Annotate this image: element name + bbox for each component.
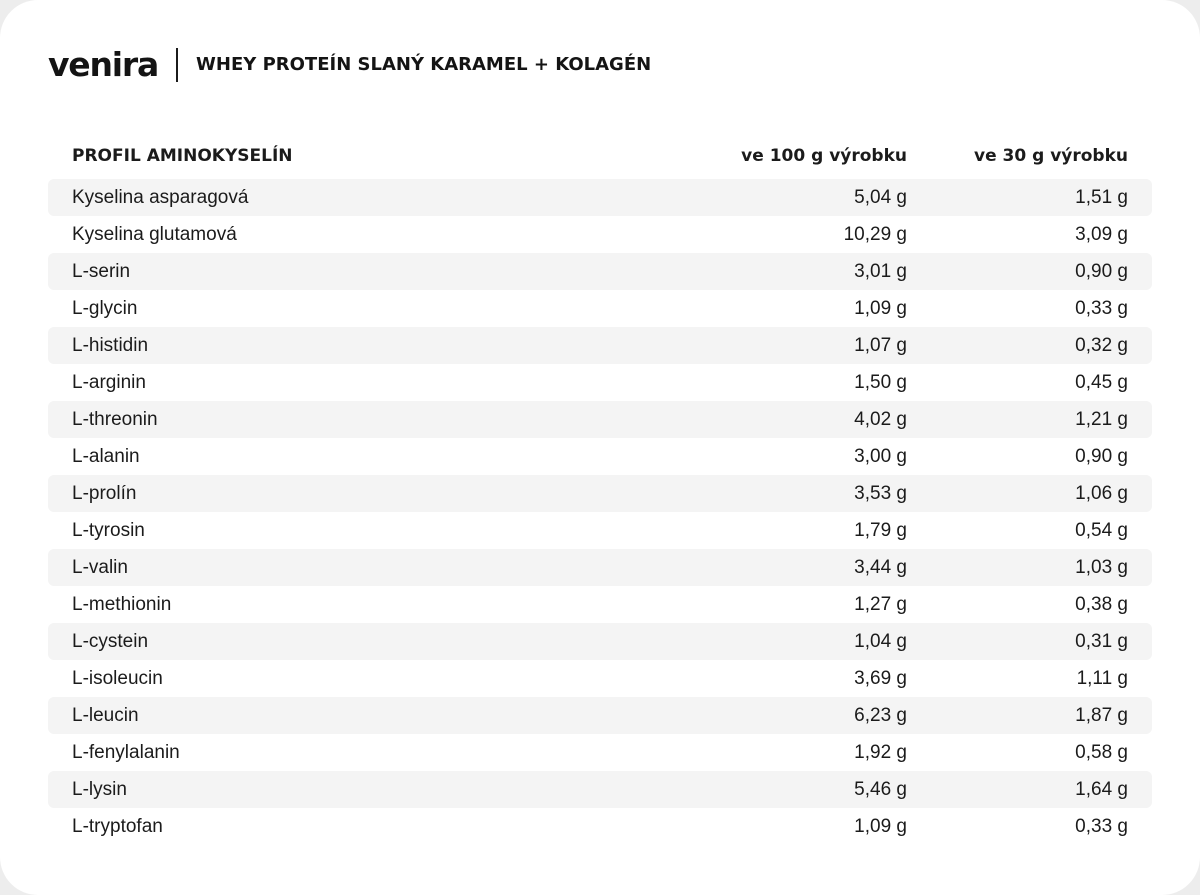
value-per-30g: 1,51 g: [1075, 186, 1128, 208]
amino-acid-name: L-tryptofan: [72, 815, 163, 837]
value-per-100g: 1,09 g: [854, 297, 907, 319]
value-per-30g: 0,31 g: [1075, 630, 1128, 652]
value-per-100g: 1,92 g: [854, 741, 907, 763]
value-per-30g: 0,32 g: [1075, 334, 1128, 356]
table-body: [48, 179, 1152, 845]
value-per-30g: 0,90 g: [1075, 445, 1128, 467]
table-row: [48, 475, 1152, 512]
header-per-30g: ve 30 g výrobku: [974, 146, 1128, 166]
table-row: [48, 179, 1152, 216]
value-per-100g: 5,04 g: [854, 186, 907, 208]
value-per-100g: 4,02 g: [854, 408, 907, 430]
table-row: [48, 771, 1152, 808]
table-row: [48, 401, 1152, 438]
value-per-30g: 1,11 g: [1076, 667, 1128, 689]
table-row: [48, 586, 1152, 623]
amino-acid-name: L-leucin: [72, 704, 139, 726]
amino-acid-name: L-threonin: [72, 408, 158, 430]
value-per-30g: 1,64 g: [1075, 778, 1128, 800]
value-per-30g: 0,90 g: [1075, 260, 1128, 282]
card-header: [48, 46, 651, 84]
table-row: [48, 808, 1152, 845]
value-per-100g: 5,46 g: [854, 778, 907, 800]
amino-acid-name: L-cystein: [72, 630, 149, 652]
amino-acid-name: L-isoleucin: [72, 667, 163, 689]
amino-acid-name: L-lysin: [72, 778, 127, 800]
amino-acid-name: L-tyrosin: [72, 519, 145, 541]
product-title: WHEY PROTEÍN SLANÝ KARAMEL + KOLAGÉN: [196, 54, 652, 75]
value-per-30g: 3,09 g: [1075, 223, 1128, 245]
value-per-100g: 10,29 g: [843, 223, 907, 245]
table-row: [48, 438, 1152, 475]
value-per-30g: 1,06 g: [1075, 482, 1128, 504]
amino-acid-name: L-histidin: [72, 334, 149, 356]
value-per-30g: 0,54 g: [1075, 519, 1128, 541]
amino-acid-name: L-fenylalanin: [72, 741, 180, 763]
amino-acid-name: L-serin: [72, 260, 131, 282]
value-per-30g: 0,33 g: [1075, 297, 1128, 319]
table-row: [48, 623, 1152, 660]
amino-acid-name: L-glycin: [72, 297, 138, 319]
header-profile: PROFIL AMINOKYSELÍN: [72, 146, 293, 166]
table-row: [48, 549, 1152, 586]
amino-acid-name: L-arginin: [72, 371, 146, 393]
header-per-100g: ve 100 g výrobku: [741, 146, 907, 166]
value-per-100g: 1,27 g: [854, 593, 907, 615]
value-per-100g: 1,79 g: [854, 519, 907, 541]
amino-acid-name: L-valin: [72, 556, 128, 578]
value-per-100g: 1,04 g: [854, 630, 907, 652]
value-per-30g: 0,33 g: [1075, 815, 1128, 837]
value-per-100g: 3,00 g: [854, 445, 907, 467]
amino-acid-name: L-prolín: [72, 482, 137, 504]
table-row: [48, 253, 1152, 290]
table-header-row: [48, 138, 1152, 174]
amino-acid-name: Kyselina asparagová: [72, 186, 249, 208]
table-row: [48, 327, 1152, 364]
amino-acid-name: L-alanin: [72, 445, 140, 467]
brand-logo: venira: [48, 45, 159, 84]
amino-acid-name: L-methionin: [72, 593, 172, 615]
table-row: [48, 216, 1152, 253]
value-per-100g: 3,53 g: [854, 482, 907, 504]
table-row: [48, 290, 1152, 327]
table-row: [48, 697, 1152, 734]
value-per-30g: 0,38 g: [1075, 593, 1128, 615]
value-per-30g: 1,03 g: [1075, 556, 1128, 578]
value-per-100g: 3,01 g: [854, 260, 907, 282]
table-row: [48, 734, 1152, 771]
amino-acid-table: [48, 138, 1152, 845]
value-per-100g: 3,44 g: [854, 556, 907, 578]
value-per-100g: 1,50 g: [854, 371, 907, 393]
table-row: [48, 512, 1152, 549]
value-per-30g: 1,21 g: [1075, 408, 1128, 430]
value-per-100g: 1,07 g: [854, 334, 907, 356]
header-divider: [176, 48, 178, 82]
table-row: [48, 364, 1152, 401]
value-per-100g: 3,69 g: [854, 667, 907, 689]
value-per-30g: 0,58 g: [1075, 741, 1128, 763]
amino-acid-name: Kyselina glutamová: [72, 223, 237, 245]
value-per-100g: 6,23 g: [854, 704, 907, 726]
value-per-100g: 1,09 g: [854, 815, 907, 837]
value-per-30g: 0,45 g: [1075, 371, 1128, 393]
table-row: [48, 660, 1152, 697]
value-per-30g: 1,87 g: [1075, 704, 1128, 726]
